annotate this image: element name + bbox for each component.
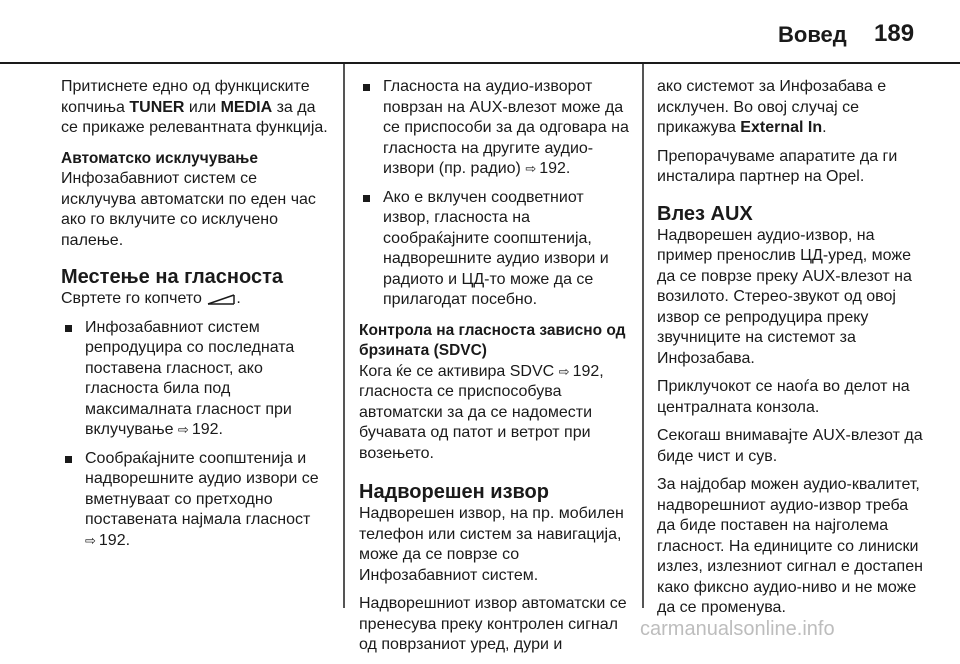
bullet-icon [65,456,72,463]
page-ref-icon: ⇨ [558,363,570,379]
external-in-label: External In [740,119,823,136]
column-2 [359,77,631,664]
header-rule [0,62,960,64]
paragraph-aux-4: За најдобар можен аудио-квалитет, надворешниот аудио-извор треба да биде поставен на најголема гласност. На единиците со линиски излез, излезниот сигнал е достапен како фиксно аудио-ниво и не може да се променува. [657,476,923,616]
text: Кога ќе се активира SDVC [359,362,555,380]
heading-auto-off: Автоматско исклучување [61,149,258,167]
paragraph-external-in [657,77,929,139]
page-ref: 192. [98,531,131,549]
paragraph-aux-2: Приклучокот се наоѓа во делот на централната конзола. [657,378,910,416]
paragraph-external-2: Надворешниот извор автоматски се пренесува преку контролен сигнал од поврзаниот уред, дури и [359,595,627,653]
media-key-label: MEDIA [220,98,273,116]
page-ref-icon: ⇨ [85,532,96,548]
paragraph-sdvc [359,362,631,465]
text: Инфозабавниот систем репродуцира со последната поставена гласност, ако гласноста била под максималната гласност при вклучување [85,318,295,438]
text: гласноста се приспособува автоматски за да се надомести бучавата од патот и ветрот при возењето. [359,383,593,462]
volume-knob-icon [206,293,236,305]
paragraph-aux-3: Секогаш внимавајте AUX-влезот да биде чист и сув. [657,427,923,465]
bullet-icon [65,325,72,332]
page-ref-icon: ⇨ [177,422,189,437]
page-ref: 192. [191,421,223,438]
heading-aux-input: Влез AUX [657,202,753,225]
text: Ако е вклучен соодветниот извор, гласноста на сообраќајните соопштенија, надворешните аудио извори и радиото и ЦД-то може да се прилагодат посебно. [383,188,609,308]
text: Притиснете едно од функциските копчиња [61,78,310,116]
bullet-icon [363,195,370,202]
list-item [359,77,631,180]
section-title: Вовед [778,22,847,47]
page-ref-icon: ⇨ [525,161,537,176]
list-item [61,449,333,552]
bullet-icon [363,84,370,91]
column-3 [657,77,929,627]
list-item [359,188,631,311]
paragraph-volume: Свртете го копчето . [61,290,241,307]
tuner-key-label: TUNER [129,98,185,116]
paragraph-external-1: Надворешен извор, на пр. мобилен телефон или систем за навигација, може да се поврзе со Инфозабавниот систем. [359,505,624,584]
column-divider-1 [343,64,345,608]
column-1 [61,77,333,559]
list-item [61,318,333,441]
text: Свртете го копчето [61,290,202,307]
watermark: carmanualsonline.info [640,618,835,640]
text: . [822,119,827,136]
page-ref: 192, [572,362,604,380]
paragraph-aux-1: Надворешен аудио-извор, на пример пренослив ЦД-уред, може да се поврзе преку AUX-влезот на возилото. Стерео-звукот од овој извор се репродуцира преку звучниците на системот за Инфозабава. [657,226,912,367]
text: или [184,98,221,116]
paragraph-opel-partner: Препорачуваме апаратите да ги инсталира партнер на Opel. [657,147,898,185]
page-number: 189 [874,20,915,47]
paragraph-auto-off: Инфозабавниот систем се исклучува автоматски по еден час ако го вклучите со исклучено палење. [61,170,316,249]
text: Гласноста на аудио-изворот поврзан на AUX-влезот може да се приспособи за да одговара на гласноста на другите аудио-извори (пр. радио) [383,78,629,177]
column-divider-2 [642,64,644,608]
text: ако системот за Инфозабава е исклучен. Во овој случај се прикажува [657,78,887,136]
text: за да се прикаже релевантната функција. [61,98,328,136]
heading-volume: Местење на гласноста [61,266,283,288]
heading-sdvc: Контрола на гласноста зависно од брзината (SDVC) [359,321,626,359]
paragraph-function-keys [61,77,333,139]
heading-external-source: Надворешен извор [359,481,549,503]
text: Сообраќајните соопштенија и надворешните аудио извори се вметнуваат со претходно поставената најмала гласност [85,449,319,528]
page-ref: 192. [539,160,571,177]
